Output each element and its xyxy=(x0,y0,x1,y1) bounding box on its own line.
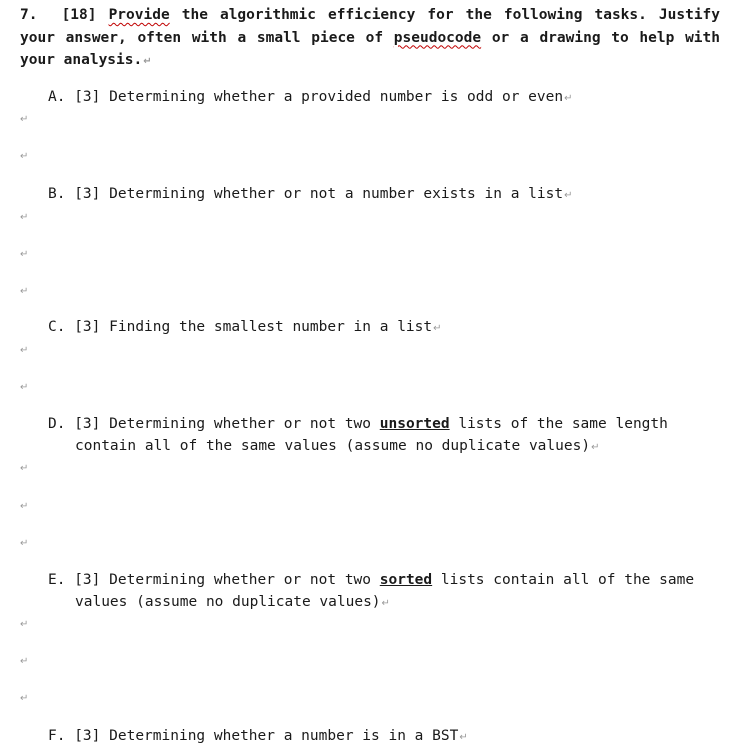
item-text: Finding the smallest number in a list xyxy=(109,319,433,335)
question-text-b: or a drawing to help with your analysis. xyxy=(20,29,720,68)
item-label: E. [3] xyxy=(48,572,101,588)
paragraph-mark: ↵ xyxy=(591,442,600,453)
empty-paragraph-mark: ↵ xyxy=(20,693,29,704)
emphasis-unsorted: unsorted xyxy=(379,416,450,432)
empty-paragraph-mark: ↵ xyxy=(20,656,29,667)
paragraph-mark: ↵ xyxy=(381,598,390,609)
item-text-post: lists of the same length xyxy=(458,416,668,432)
item-text-pre: Determining whether or not two xyxy=(109,416,372,432)
item-a xyxy=(48,86,723,110)
item-c xyxy=(48,316,723,340)
empty-paragraph-mark: ↵ xyxy=(20,151,29,162)
empty-paragraph-mark: ↵ xyxy=(20,249,29,260)
item-text-cont: values (assume no duplicate values) xyxy=(75,594,381,610)
item-label: A. [3] xyxy=(48,89,101,105)
item-label: D. [3] xyxy=(48,416,101,432)
item-text-post: lists contain all of the same xyxy=(440,572,695,588)
empty-paragraph-mark: ↵ xyxy=(20,114,29,125)
question-points: [18] xyxy=(61,7,97,23)
empty-paragraph-mark: ↵ xyxy=(20,345,29,356)
question-header xyxy=(20,4,720,74)
paragraph-mark: ↵ xyxy=(564,93,573,104)
paragraph-mark: ↵ xyxy=(143,56,152,67)
item-label: B. [3] xyxy=(48,186,101,202)
item-label: C. [3] xyxy=(48,319,101,335)
item-text-pre: Determining whether or not two xyxy=(109,572,372,588)
item-text: Determining whether or not a number exists in a list xyxy=(109,186,564,202)
item-f xyxy=(48,725,723,749)
item-e xyxy=(48,569,723,615)
question-text-a: the algorithmic efficiency for the following tasks. Justify your answer, often with a small piece of xyxy=(20,7,721,46)
empty-paragraph-mark: ↵ xyxy=(20,538,29,549)
item-b xyxy=(48,183,723,207)
spellcheck-word-pseudocode[interactable]: pseudocode xyxy=(393,29,482,46)
empty-paragraph-mark: ↵ xyxy=(20,212,29,223)
empty-paragraph-mark: ↵ xyxy=(20,501,29,512)
item-text-cont: contain all of the same values (assume no duplicate values) xyxy=(75,438,591,454)
question-number: 7. xyxy=(20,7,38,23)
paragraph-mark: ↵ xyxy=(564,190,573,201)
spellcheck-word-provide[interactable]: Provide xyxy=(108,7,170,23)
empty-paragraph-mark: ↵ xyxy=(20,286,29,297)
paragraph-mark: ↵ xyxy=(433,323,442,334)
empty-paragraph-mark: ↵ xyxy=(20,382,29,393)
empty-paragraph-mark: ↵ xyxy=(20,619,29,630)
paragraph-mark: ↵ xyxy=(459,732,468,743)
empty-paragraph-mark: ↵ xyxy=(20,463,29,474)
item-d xyxy=(48,413,723,459)
emphasis-sorted: sorted xyxy=(379,572,433,588)
item-label: F. [3] xyxy=(48,728,101,744)
item-text: Determining whether a provided number is odd or even xyxy=(109,89,564,105)
item-text: Determining whether a number is in a BST xyxy=(109,728,459,744)
